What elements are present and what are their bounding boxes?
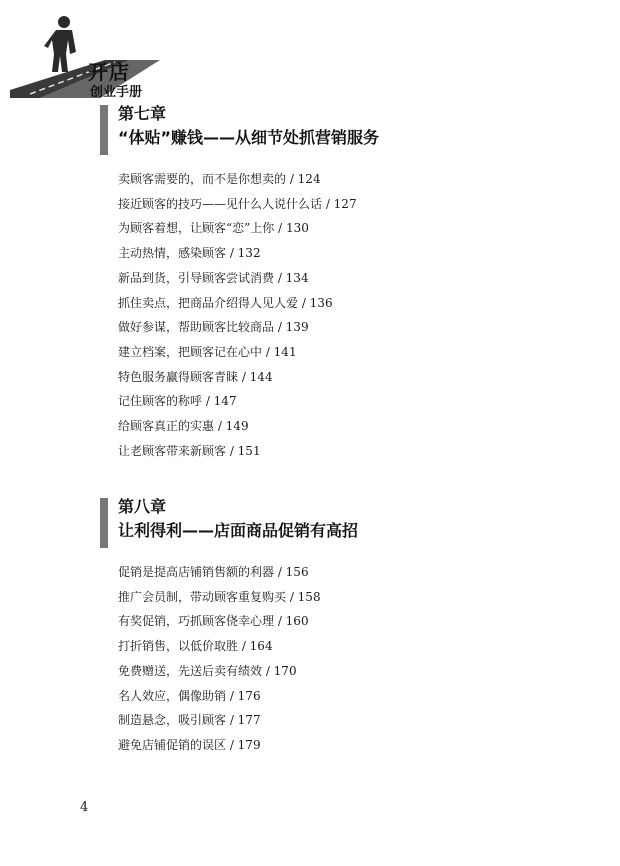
toc-list (118, 560, 321, 758)
chapter-title: 让利得利——店面商品促销有高招 (118, 521, 359, 540)
toc-item[interactable]: 打折销售，以低价取胜 / 164 (118, 639, 273, 654)
toc-item[interactable]: 建立档案，把顾客记在心中 / 141 (118, 344, 297, 359)
chapter-marker-bar (100, 498, 108, 548)
toc-item[interactable]: 新品到货，引导顾客尝试消费 / 134 (118, 270, 309, 285)
toc-item[interactable]: 主动热情，感染顾客 / 132 (118, 246, 261, 261)
toc-item[interactable]: 接近顾客的技巧——见什么人说什么话 / 127 (118, 196, 357, 211)
toc-item[interactable]: 避免店铺促销的误区 / 179 (118, 737, 261, 752)
chapter-marker-bar (100, 105, 108, 155)
page-number: 4 (80, 800, 89, 815)
toc-item[interactable]: 制造悬念，吸引顾客 / 177 (118, 713, 261, 728)
chapter-number: 第七章 (118, 104, 167, 123)
toc-item[interactable]: 名人效应，偶像助销 / 176 (118, 688, 261, 703)
toc-item[interactable]: 免费赠送，先送后卖有绩效 / 170 (118, 663, 297, 678)
toc-item[interactable]: 做好参谋，帮助顾客比较商品 / 139 (118, 320, 309, 335)
chapter-title: “体贴”赚钱——从细节处抓营销服务 (118, 128, 380, 147)
book-logo (10, 8, 180, 98)
toc-item[interactable]: 卖顾客需要的，而不是你想卖的 / 124 (118, 172, 321, 186)
chapter-header (100, 496, 580, 546)
toc-item[interactable]: 为顾客着想，让顾客“恋”上你 / 130 (118, 221, 309, 236)
toc-item[interactable]: 促销是提高店铺销售额的利器 / 156 (118, 565, 309, 579)
chapter-7 (100, 103, 580, 458)
toc-item[interactable]: 有奖促销，巧抓顾客侥幸心理 / 160 (118, 614, 309, 629)
toc-item[interactable]: 抓住卖点，把商品介绍得人见人爱 / 136 (118, 295, 333, 310)
toc-item[interactable]: 记住顾客的称呼 / 147 (118, 394, 237, 409)
chapter-number: 第八章 (118, 497, 167, 516)
chapter-8 (100, 496, 580, 752)
toc-item[interactable]: 特色服务赢得顾客青睐 / 144 (118, 369, 273, 384)
book-subtitle: 创业手册 (90, 85, 143, 100)
toc-item[interactable]: 推广会员制，带动顾客重复购买 / 158 (118, 589, 321, 604)
toc-list (118, 167, 357, 463)
chapter-header (100, 103, 580, 153)
toc-item[interactable]: 让老顾客带来新顾客 / 151 (118, 443, 261, 458)
toc-item[interactable]: 给顾客真正的实惠 / 149 (118, 419, 249, 434)
book-title: 开店 (88, 60, 130, 84)
